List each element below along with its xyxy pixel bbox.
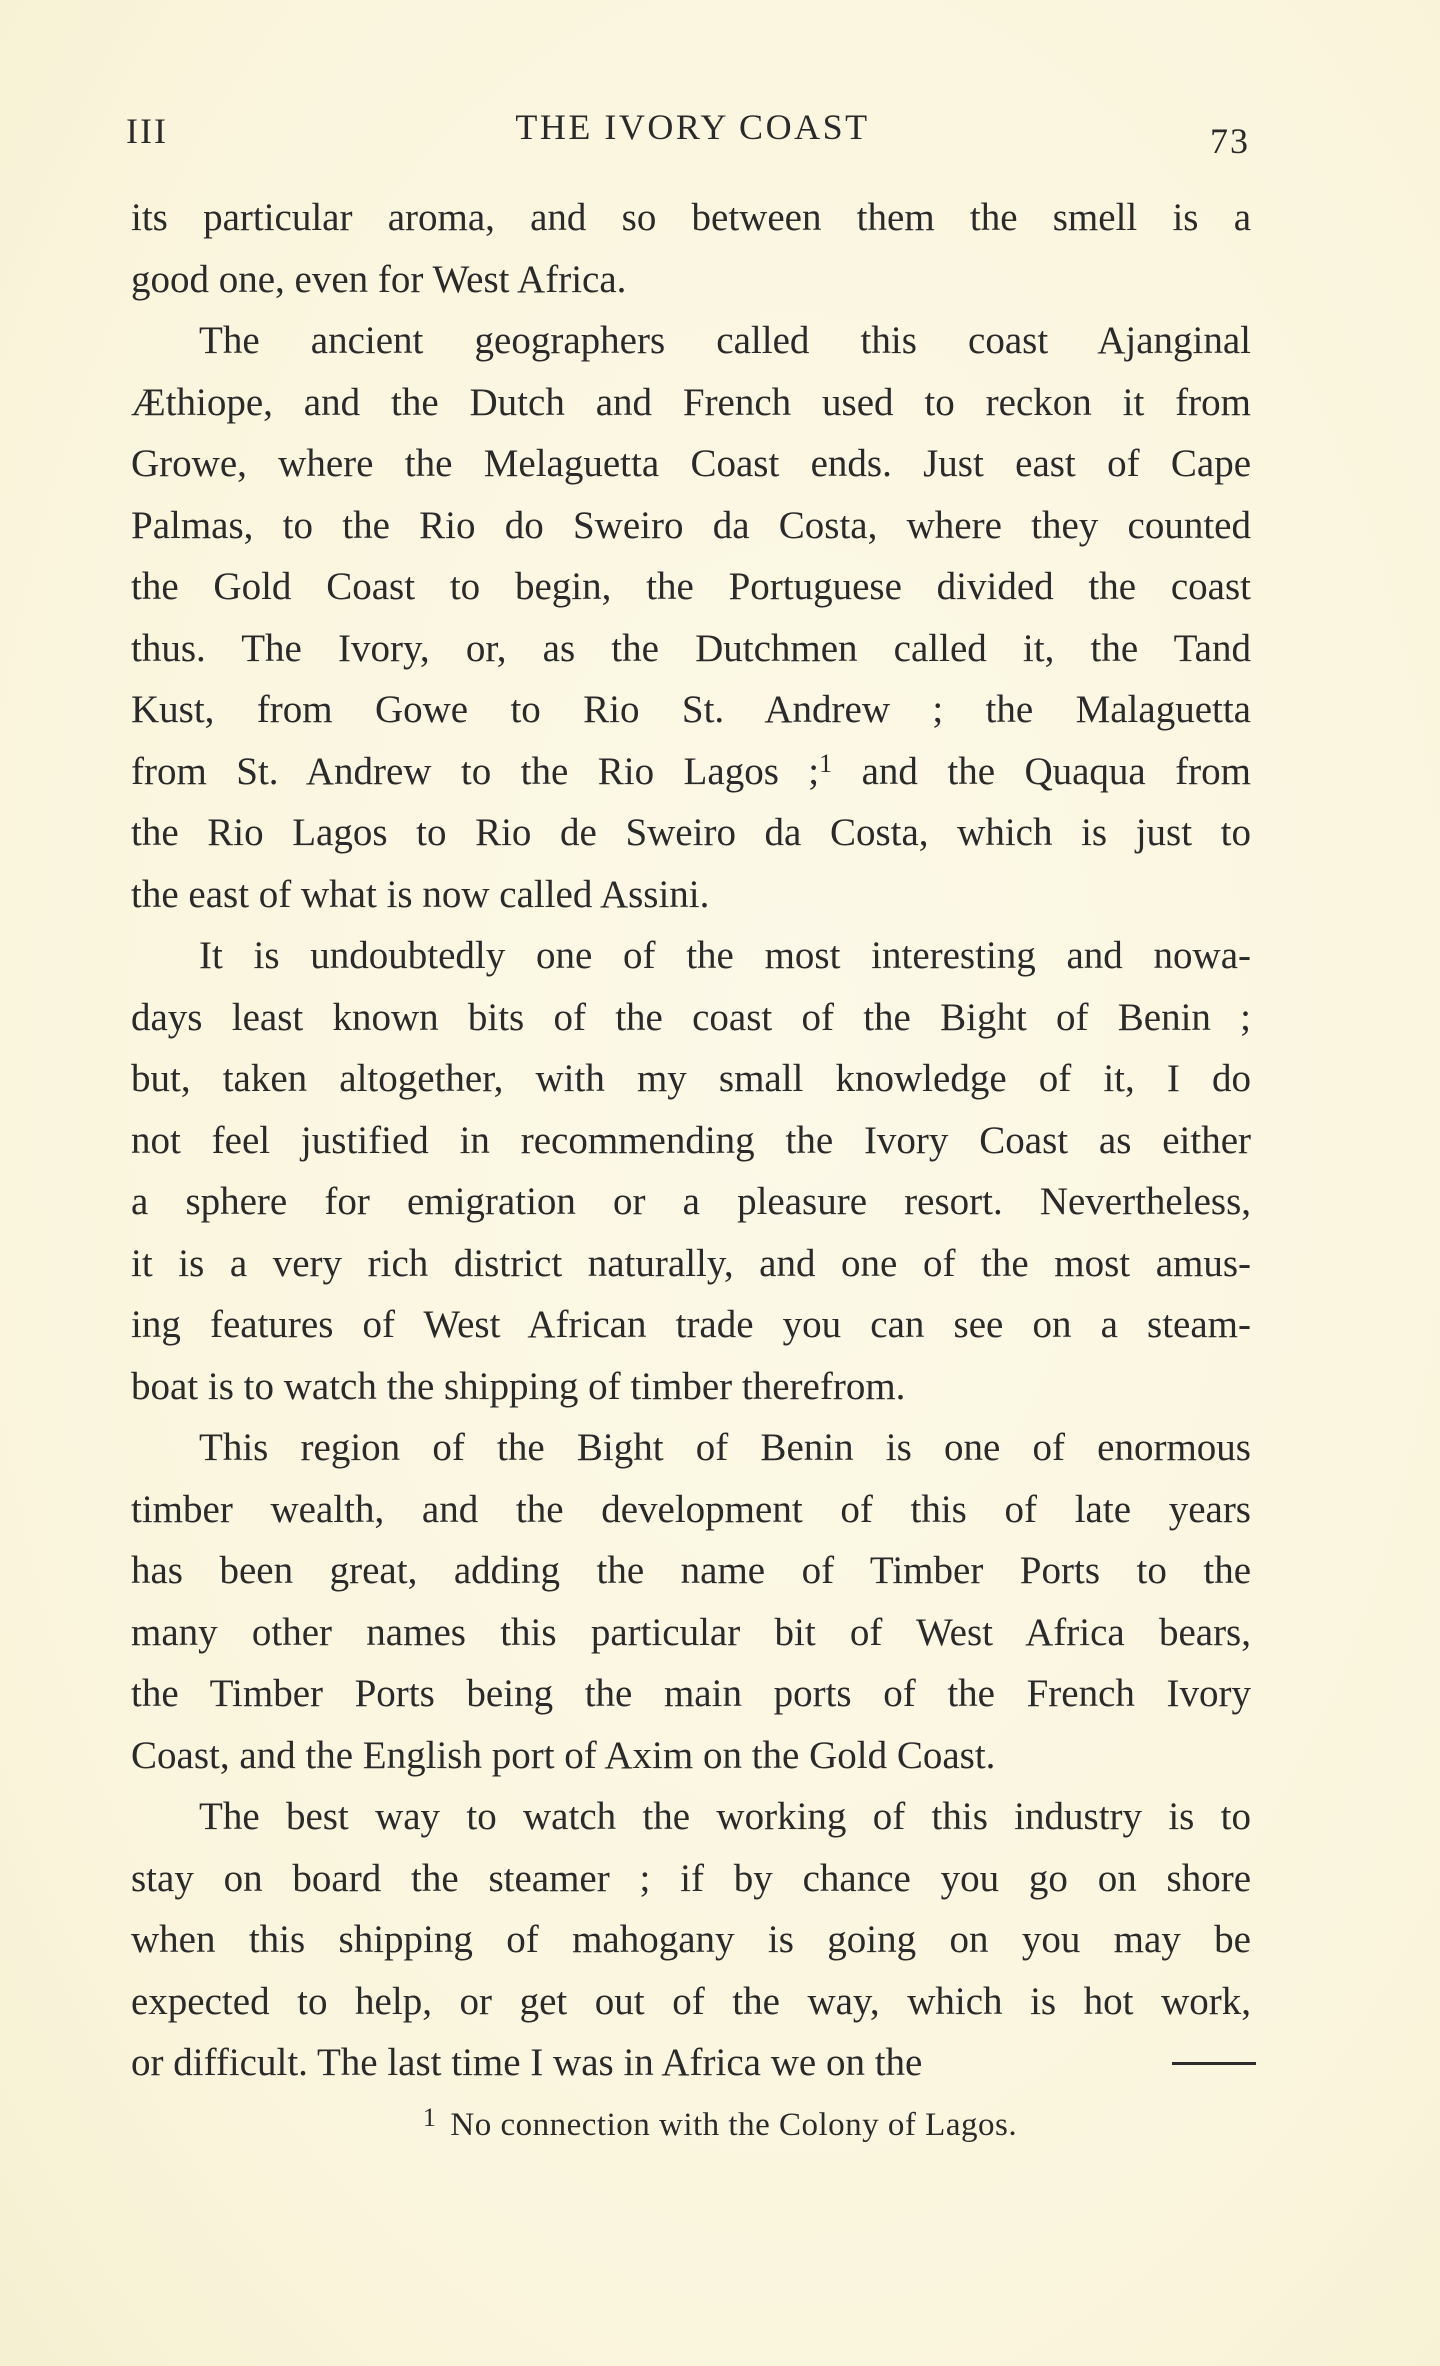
text-line	[131, 1971, 1251, 2033]
text-line	[131, 925, 1251, 987]
text-line	[131, 372, 1251, 434]
text-line	[131, 1848, 1251, 1910]
text-line	[131, 741, 1251, 803]
text-line-content: the Rio Lagos to Rio de Sweiro da Costa, which is just to	[131, 811, 1251, 854]
text-line-content: It is undoubtedly one of the most interesting and nowa-	[199, 934, 1251, 977]
text-line	[131, 556, 1251, 618]
text-line	[131, 987, 1251, 1049]
running-title: THE IVORY COAST	[515, 107, 870, 147]
text-line	[131, 433, 1251, 495]
text-line-content: Growe, where the Melaguetta Coast ends. Just east of Cape	[131, 442, 1251, 485]
text-line	[131, 310, 1251, 372]
text-line-content: days least known bits of the coast of the Bight of Benin ;	[131, 995, 1251, 1039]
footnote-reference: 1	[819, 748, 833, 778]
text-line-content: expected to help, or get out of the way, which is hot work,	[131, 1979, 1251, 2023]
text-line-content: the Timber Ports being the main ports of the French Ivory	[131, 1672, 1251, 1715]
text-line	[131, 1479, 1251, 1541]
dash-rule	[1172, 2062, 1256, 2065]
footnote-text: No connection with the Colony of Lagos.	[450, 2107, 1018, 2143]
text-line	[131, 1602, 1251, 1664]
text-line	[131, 2032, 1251, 2094]
page-number: 73	[1210, 121, 1250, 161]
text-line	[131, 495, 1251, 557]
text-line	[131, 1294, 1251, 1356]
text-line-content: from St. Andrew to the Rio Lagos ;	[131, 749, 820, 793]
text-line	[131, 1786, 1251, 1848]
text-line-content: The best way to watch the working of this industry is to	[199, 1795, 1251, 1838]
text-line	[131, 618, 1251, 680]
text-line	[131, 1663, 1251, 1725]
text-line-content: thus. The Ivory, or, as the Dutchmen called it, the Tand	[131, 626, 1251, 670]
text-line-content: stay on board the steamer ; if by chance you go on shore	[131, 1856, 1251, 1900]
text-line-content: Coast, and the English port of Axim on the Gold Coast.	[131, 1733, 996, 1777]
chapter-number: III	[126, 111, 168, 151]
text-line	[131, 1540, 1251, 1602]
text-line-content: Kust, from Gowe to Rio St. Andrew ; the Malaguetta	[131, 688, 1251, 731]
text-line	[131, 679, 1251, 741]
text-line-content: or difficult. The last time I was in Africa we on the	[131, 2041, 923, 2084]
body-text	[131, 187, 1251, 2094]
text-line-content: the east of what is now called Assini.	[131, 872, 710, 916]
running-head	[0, 100, 1440, 160]
text-line	[131, 864, 1251, 926]
text-line	[131, 1356, 1251, 1418]
text-line	[131, 187, 1251, 249]
text-line	[131, 1171, 1251, 1233]
text-line-continuation: and the Quaqua from	[832, 749, 1251, 793]
text-line	[131, 1233, 1251, 1295]
text-line-content: Æthiope, and the Dutch and French used to reckon it from	[131, 380, 1251, 424]
text-line-content: its particular aroma, and so between them the smell is a	[131, 196, 1251, 239]
text-line-content: The ancient geographers called this coast Ajanginal	[199, 319, 1251, 362]
text-line-content: a sphere for emigration or a pleasure resort. Nevertheless,	[131, 1180, 1251, 1223]
text-line-content: but, taken altogether, with my small knowledge of it, I do	[131, 1057, 1251, 1100]
text-line-content: not feel justified in recommending the Ivory Coast as either	[131, 1118, 1251, 1162]
text-line	[131, 1909, 1251, 1971]
text-line-content: the Gold Coast to begin, the Portuguese divided the coast	[131, 565, 1251, 608]
text-line	[131, 1048, 1251, 1110]
text-line-content: ing features of West African trade you can see on a steam-	[131, 1303, 1251, 1346]
text-line	[131, 1110, 1251, 1172]
text-line	[131, 1725, 1251, 1787]
footnote-marker: 1	[422, 2103, 437, 2132]
text-line-content: has been great, adding the name of Timber Ports to the	[131, 1549, 1251, 1592]
text-line-content: good one, even for West Africa.	[131, 257, 627, 301]
text-line	[131, 802, 1251, 864]
footnote	[0, 2103, 1440, 2144]
text-line-content: boat is to watch the shipping of timber therefrom.	[131, 1364, 906, 1408]
text-line-content: Palmas, to the Rio do Sweiro da Costa, where they counted	[131, 503, 1251, 547]
text-line-content: when this shipping of mahogany is going on you may be	[131, 1918, 1251, 1961]
text-line-content: many other names this particular bit of West Africa bears,	[131, 1610, 1251, 1654]
text-line-content: it is a very rich district naturally, and one of the most amus-	[131, 1241, 1251, 1285]
text-line-content: timber wealth, and the development of this of late years	[131, 1487, 1251, 1531]
text-line-content: This region of the Bight of Benin is one of enormous	[199, 1426, 1251, 1469]
text-line	[131, 249, 1251, 311]
text-line	[131, 1417, 1251, 1479]
